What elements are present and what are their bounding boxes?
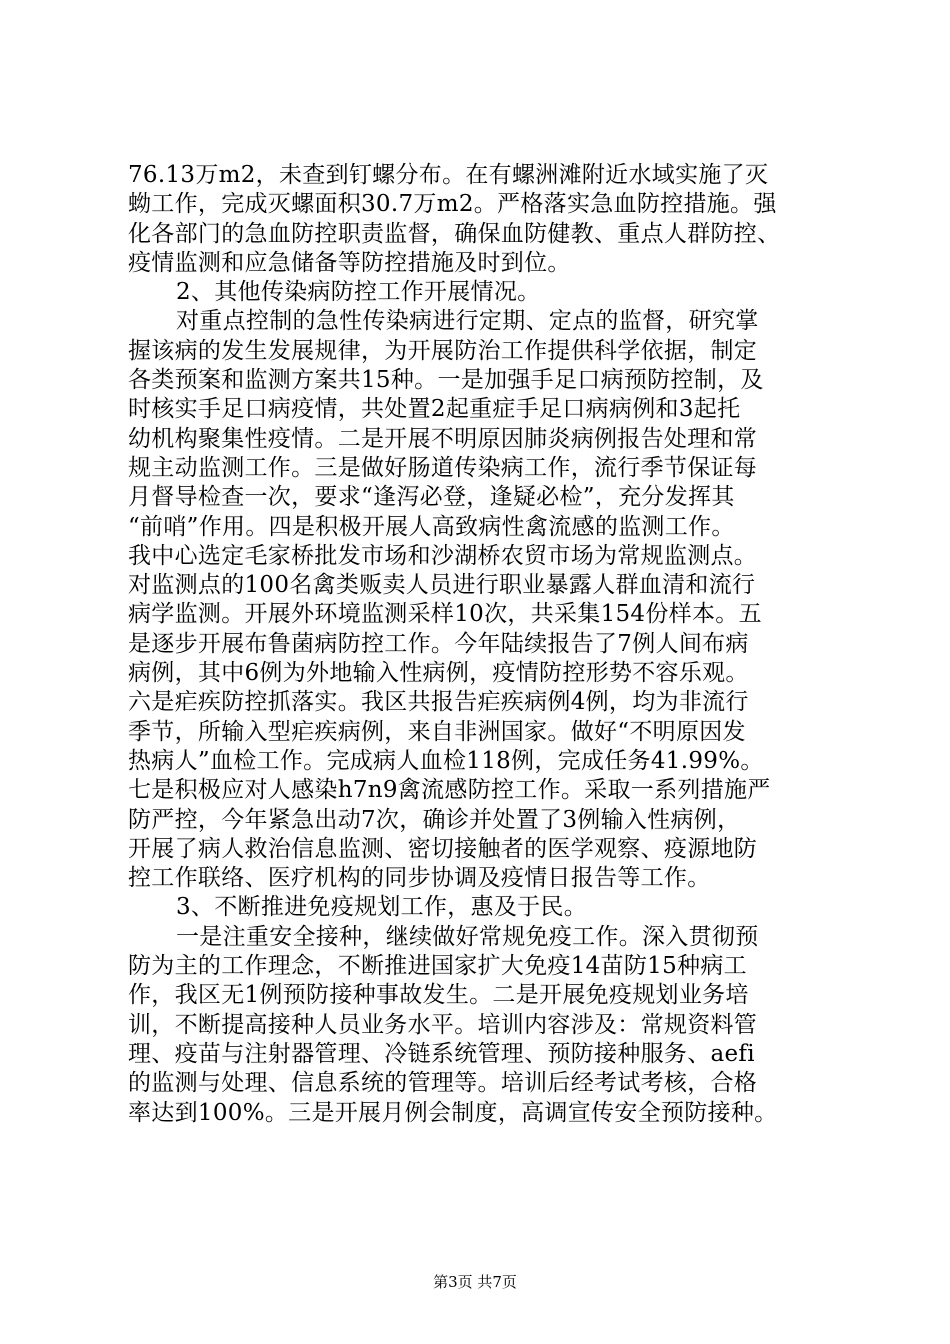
text-line: 各类预案和监测方案共15种。一是加强手足口病预防控制，及 [128,367,764,394]
text-line: 防严控，今年紧急出动7次，确诊并处置了3例输入性病例， [128,806,741,833]
text-line: 蚴工作，完成灭螺面积30.7万m2。严格落实急血防控措施。强 [128,191,777,218]
text-line: 开展了病人救治信息监测、密切接触者的医学观察、疫源地防 [128,835,758,862]
text-line: 率达到100%。三是开展月例会制度，高调宣传安全预防接种。 [128,1099,778,1126]
text-line: 防为主的工作理念，不断推进国家扩大免疫14苗防15种病工 [128,953,747,980]
text-line: 化各部门的急血防控职责监督，确保血防健教、重点人群防控、 [128,220,781,247]
text-line: 疫情监测和应急储备等防控措施及时到位。 [128,249,571,276]
text-line: 控工作联络、医疗机构的同步协调及疫情日报告等工作。 [128,865,711,892]
text-line: 幼机构聚集性疫情。二是开展不明原因肺炎病例报告处理和常 [128,425,758,452]
body-text [128,161,868,1128]
text-line: 对监测点的100名禽类贩卖人员进行职业暴露人群血清和流行 [128,572,756,599]
text-line: 病学监测。开展外环境监测采样10次，共采集154份样本。五 [128,601,762,628]
text-line: 作，我区无1例预防接种事故发生。二是开展免疫规划业务培 [128,982,749,1009]
text-line: 2、其他传染病防控工作开展情况。 [176,279,541,306]
text-line: 规主动监测工作。三是做好肠道传染病工作，流行季节保证每 [128,454,758,481]
text-line: 握该病的发生发展规律，为开展防治工作提供科学依据，制定 [128,337,758,364]
text-line: 我中心选定毛家桥批发市场和沙湖桥农贸市场为常规监测点。 [128,542,758,569]
page-footer: 第3页 共7页 [433,1273,517,1291]
text-line: 热病人”血检工作。完成病人血检118例，完成任务41.99%。 [128,747,764,774]
text-line: 训，不断提高接种人员业务水平。培训内容涉及：常规资料管 [128,1011,758,1038]
text-line: 3、不断推进免疫规划工作，惠及于民。 [176,894,588,921]
text-line: 病例，其中6例为外地输入性病例，疫情防控形势不容乐观。 [128,660,749,687]
text-line: “前哨”作用。四是积极开展人高致病性禽流感的监测工作。 [128,513,735,540]
text-line: 一是注重安全接种，继续做好常规免疫工作。深入贯彻预 [176,923,759,950]
text-line: 理、疫苗与注射器管理、冷链系统管理、预防接种服务、aefi [128,1040,755,1067]
text-line: 月督导检查一次，要求“逢泻必登，逢疑必检”，充分发挥其 [128,484,735,511]
text-line: 是逐步开展布鲁菌病防控工作。今年陆续报告了7例人间布病 [128,630,749,657]
text-line: 六是疟疾防控抓落实。我区共报告疟疾病例4例，均为非流行 [128,689,749,716]
text-line: 76.13万m2，未查到钉螺分布。在有螺洲滩附近水域实施了灭 [128,162,769,188]
text-line: 对重点控制的急性传染病进行定期、定点的监督，研究掌 [176,308,759,335]
text-line: 时核实手足口病疫情，共处置2起重症手足口病病例和3起托 [128,396,741,423]
text-line: 季节，所输入型疟疾病例，来自非洲国家。做好“不明原因发 [128,718,746,745]
text-line: 七是积极应对人感染h7n9禽流感防控工作。采取一系列措施严 [128,777,771,804]
text-line: 的监测与处理、信息系统的管理等。培训后经考试考核，合格 [128,1070,758,1097]
